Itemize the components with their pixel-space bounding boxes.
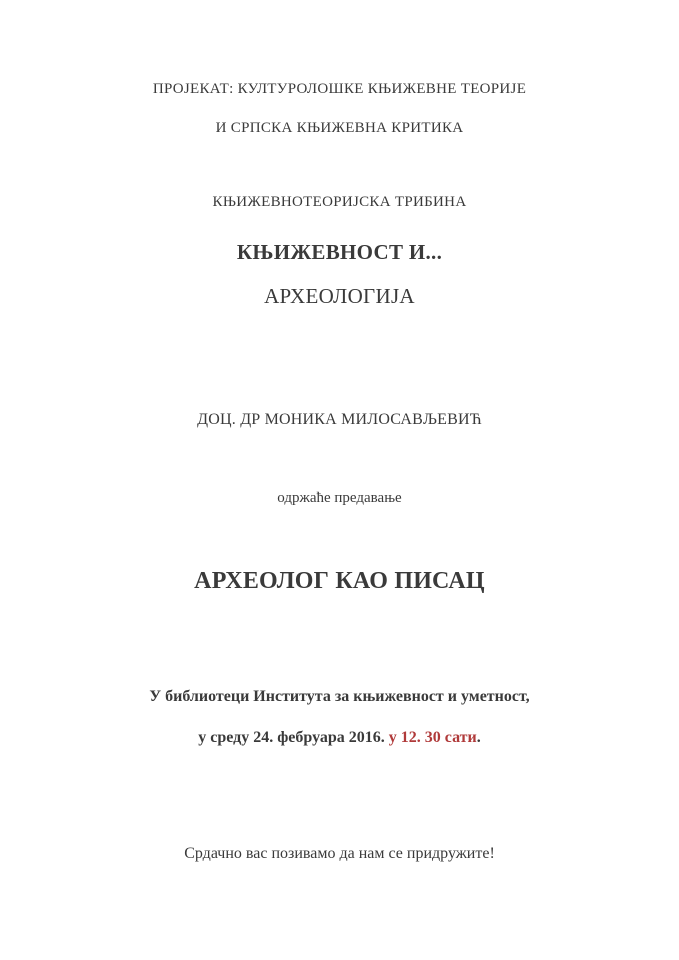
event-venue: У библиотеци Института за књижевност и уметност, — [149, 688, 530, 705]
invitation-text: Срдачно вас позивамо да нам се придружите! — [184, 845, 495, 862]
event-date: у среду 24. фебруара 2016. — [198, 729, 389, 746]
series-subtitle: АРХЕОЛОГИЈА — [264, 284, 415, 308]
event-date-line — [0, 730, 679, 746]
series-title: КЊИЖЕВНОСТ И... — [236, 240, 443, 264]
project-title-line-1: ПРОЈЕКАТ: КУЛТУРОЛОШКЕ КЊИЖЕВНЕ ТЕОРИЈЕ — [152, 81, 527, 97]
speaker-name: ДОЦ. ДР МОНИКА МИЛОСАВЉЕВИЋ — [197, 411, 482, 428]
series-name: КЊИЖЕВНОТЕОРИЈСКА ТРИБИНА — [212, 194, 467, 210]
project-title-line-2: И СРПСКА КЊИЖЕВНА КРИТИКА — [215, 120, 464, 136]
event-time: у 12. 30 сати — [388, 729, 477, 746]
lecture-title: АРХЕОЛОГ КАО ПИСАЦ — [194, 568, 485, 594]
event-date-suffix: . — [476, 729, 481, 746]
lecture-intro: одржаће предавање — [277, 490, 402, 506]
